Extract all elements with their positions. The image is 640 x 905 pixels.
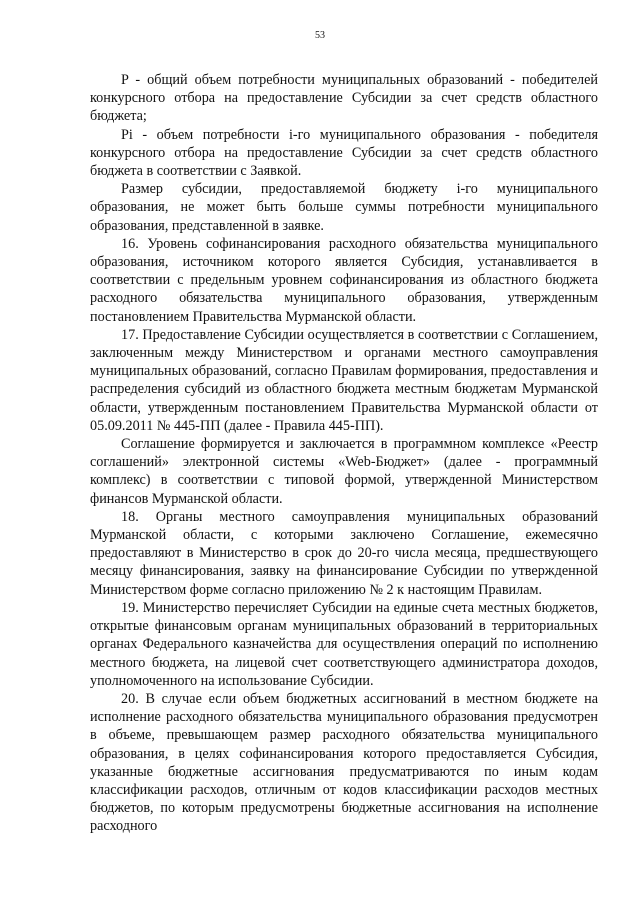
paragraph-17: 17. Предоставление Субсидии осуществляется в соответствии с Соглашением, заключенным между Министерством и органами местного самоуправления муниципальных образований, согласно Правилам формирования, предоставления и распределения субсидий из областного бюджета местным бюджетам Мурманской области, утвержденным постановлением Правительства Мурманской области от 05.09.2011 № 445-ПП (далее - Правила 445-ПП). <box>90 326 598 434</box>
paragraph-definition-p: P - общий объем потребности муниципальных образований - победителей конкурсного отбора на предоставление Субсидии за счет средств областного бюджета; <box>90 72 598 125</box>
paragraph-20: 20. В случае если объем бюджетных ассигнований в местном бюджете на исполнение расходного обязательства муниципального образования предусмотрен в объеме, превышающем размер расходного обязательства муниципального образования, в целях софинансирования которого предоставляется Субсидия, указанные бюджетные ассигнования предусматриваются по иным кодам классификации расходов, отличным от кодов классификации расходов местных бюджетов, по которым предусмотрены бюджетные ассигнования на исполнение расходного <box>90 690 598 835</box>
document-body <box>90 71 598 836</box>
paragraph-definition-pi: Pi - объем потребности i-го муниципального образования - победителя конкурсного отбора на предоставление Субсидии за счет средств областного бюджета в соответствии с Заявкой. <box>90 126 598 180</box>
paragraph-18: 18. Органы местного самоуправления муниципальных образований Мурманской области, с которыми заключено Соглашение, ежемесячно предоставляют в Министерство в срок до 20-го числа месяца, предшествующего месяцу финансирования, заявку на финансирование Субсидии по утвержденной Министерством форме согласно приложению № 2 к настоящим Правилам. <box>90 508 598 598</box>
paragraph-16: 16. Уровень софинансирования расходного обязательства муниципального образования, источником которого является Субсидия, устанавливается в соответствии с предельным уровнем софинансирования из областного бюджета расходного обязательства муниципального образования, утвержденным постановлением Правительства Мурманской области. <box>90 235 598 325</box>
paragraph-agreement: Соглашение формируется и заключается в программном комплексе «Реестр соглашений» электронной системы «Web-Бюджет» (далее - программный комплекс) в соответствии с типовой формой, утвержденной Министерством финансов Мурманской области. <box>90 436 598 507</box>
paragraph-subsidy-size: Размер субсидии, предоставляемой бюджету i-го муниципального образования, не может быть больше суммы потребности муниципального образования, представленной в заявке. <box>90 181 598 234</box>
paragraph-19: 19. Министерство перечисляет Субсидии на единые счета местных бюджетов, открытые финансовым органам муниципальных образований в территориальных органах Федерального казначейства для осуществления операций по исполнению местного бюджета, на лицевой счет соответствующего администратора доходов, уполномоченного на использование Субсидии. <box>90 599 598 689</box>
page-number: 53 <box>315 30 325 41</box>
